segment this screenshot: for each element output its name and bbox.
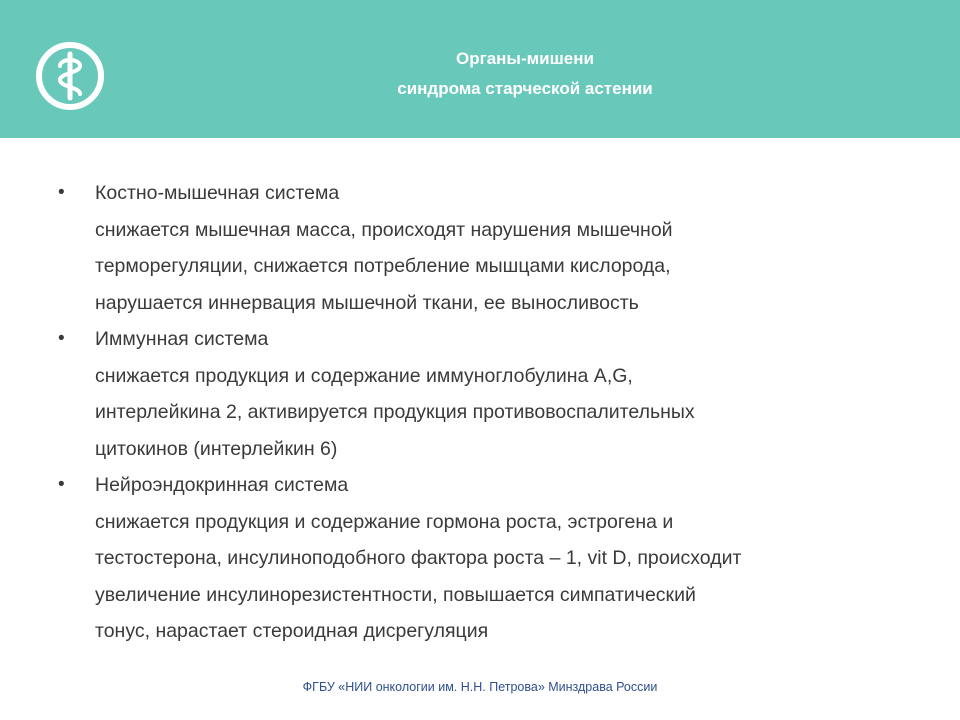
- item-heading: Костно-мышечная система: [95, 182, 340, 204]
- list-item-neuroendocrine: [58, 467, 918, 650]
- item-text-line: интерлейкина 2, активируется продукция противовоспалительных: [95, 401, 695, 423]
- bullet-dot: •: [58, 474, 65, 495]
- footer-institution: ФГБУ «НИИ онкологии им. Н.Н. Петрова» Минздрава России: [302, 680, 658, 694]
- caduceus-circle-icon: [34, 40, 106, 112]
- title-line-2: синдрома старческой астении: [397, 79, 653, 98]
- item-text-line: тестостерона, инсулиноподобного фактора роста – 1, vit D, происходит: [95, 547, 742, 569]
- bullet-dot: •: [58, 182, 65, 203]
- item-heading: Иммунная система: [95, 328, 269, 350]
- item-text-line: снижается мышечная масса, происходят нарушения мышечной: [95, 218, 673, 241]
- page-title: [330, 44, 720, 104]
- header-bar: [0, 0, 960, 138]
- item-text-line: увеличение инсулинорезистентности, повышается симпатический: [95, 583, 696, 606]
- item-text-line: снижается продукция и содержание иммуноглобулина A,G,: [95, 364, 633, 387]
- item-text-line: снижается продукция и содержание гормона роста, эстрогена и: [95, 510, 674, 533]
- title-line-1: Органы-мишени: [456, 49, 594, 68]
- list-item-musculoskeletal: [58, 175, 918, 321]
- list-item-immune: [58, 321, 918, 467]
- item-text-line: терморегуляции, снижается потребление мышцами кислорода,: [95, 255, 671, 277]
- item-text-line: цитокинов (интерлейкин 6): [95, 437, 338, 460]
- item-text-line: тонус, нарастает стероидная дисрегуляция: [95, 620, 489, 642]
- item-heading: Нейроэндокринная система: [95, 474, 349, 496]
- bullet-list: [58, 175, 918, 650]
- bullet-dot: •: [58, 328, 65, 349]
- item-text-line: нарушается иннервация мышечной ткани, ее выносливость: [95, 291, 639, 314]
